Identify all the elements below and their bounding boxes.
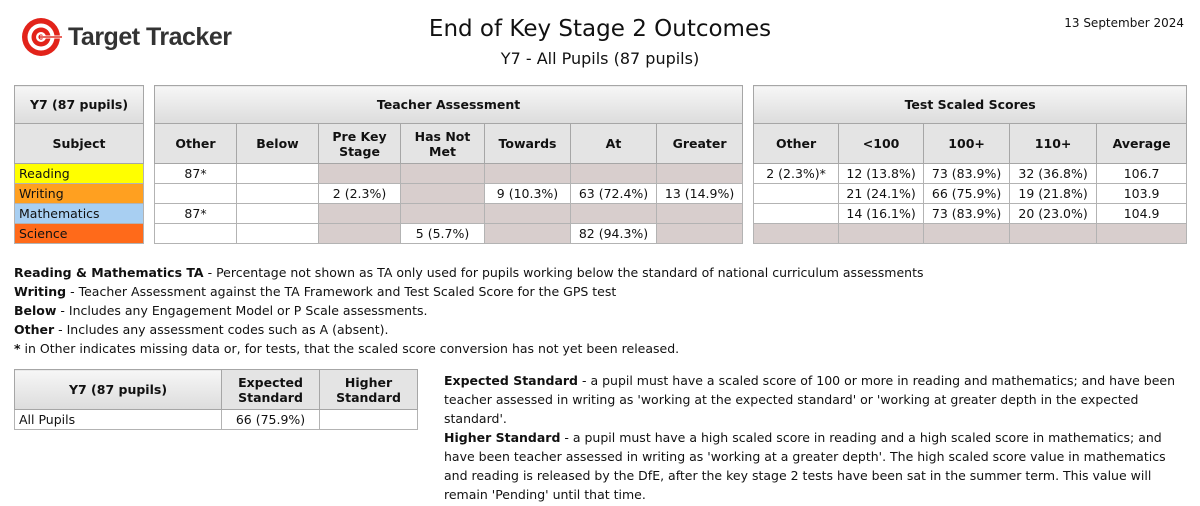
test-cell: 66 (75.9%) bbox=[924, 184, 1010, 204]
ta-cell bbox=[237, 184, 319, 204]
ta-cell bbox=[657, 224, 743, 244]
ta-cell bbox=[401, 164, 485, 184]
subject-cell: Writing bbox=[15, 184, 144, 204]
table-row bbox=[15, 410, 418, 430]
legend-line bbox=[14, 320, 924, 339]
legend-line bbox=[14, 339, 924, 358]
report-date: 13 September 2024 bbox=[1064, 16, 1184, 30]
test-col-average: Average bbox=[1097, 124, 1187, 164]
page-title: End of Key Stage 2 Outcomes bbox=[428, 16, 772, 42]
standards-col-expected: Expected Standard bbox=[222, 370, 320, 410]
spacer bbox=[743, 204, 754, 224]
test-cell: 14 (16.1%) bbox=[839, 204, 924, 224]
test-cell bbox=[754, 224, 839, 244]
legend-text: - Percentage not shown as TA only used for pupils working below the standard of national curriculum assessments bbox=[203, 265, 924, 280]
test-cell: 20 (23.0%) bbox=[1010, 204, 1097, 224]
ta-cell: 13 (14.9%) bbox=[657, 184, 743, 204]
test-col-below-100: <100 bbox=[839, 124, 924, 164]
ta-cell bbox=[485, 224, 571, 244]
ta-cell bbox=[319, 164, 401, 184]
note-text: - a pupil must have a high scaled score in reading and a high scaled score in mathematics; and have been teacher assessed in writing as 'working at a greater depth'. The high scaled score value in mathematics and reading is released by the DfE, after the key stage 2 tests have been sat in the summer term. This value will remain 'Pending' until that time. bbox=[444, 430, 1166, 502]
legend-text: - Includes any Engagement Model or P Scale assessments. bbox=[56, 303, 428, 318]
test-cell bbox=[1097, 224, 1187, 244]
table-row bbox=[15, 164, 1187, 184]
ta-col-other: Other bbox=[155, 124, 237, 164]
ta-col-has-not-met: Has Not Met bbox=[401, 124, 485, 164]
test-cell: 12 (13.8%) bbox=[839, 164, 924, 184]
page-subtitle: Y7 - All Pupils (87 pupils) bbox=[500, 49, 700, 68]
standards-table bbox=[14, 369, 418, 430]
legend-text: in Other indicates missing data or, for tests, that the scaled score conversion has not yet been released. bbox=[20, 341, 680, 356]
test-cell: 73 (83.9%) bbox=[924, 204, 1010, 224]
ta-cell bbox=[401, 184, 485, 204]
teacher-assessment-header: Teacher Assessment bbox=[155, 86, 743, 124]
ta-col-pre-key-stage: Pre Key Stage bbox=[319, 124, 401, 164]
test-cell: 32 (36.8%) bbox=[1010, 164, 1097, 184]
legend-line bbox=[14, 263, 924, 282]
standards-cell: 66 (75.9%) bbox=[222, 410, 320, 430]
table-row bbox=[15, 204, 1187, 224]
note-paragraph bbox=[444, 371, 1189, 428]
ta-cell bbox=[485, 164, 571, 184]
ta-cell bbox=[657, 164, 743, 184]
standards-group-label: Y7 (87 pupils) bbox=[15, 370, 222, 410]
ta-col-below: Below bbox=[237, 124, 319, 164]
test-cell bbox=[839, 224, 924, 244]
legend-term: Other bbox=[14, 322, 55, 337]
standards-cell bbox=[320, 410, 418, 430]
test-cell: 106.7 bbox=[1097, 164, 1187, 184]
ta-col-at: At bbox=[571, 124, 657, 164]
ta-cell: 5 (5.7%) bbox=[401, 224, 485, 244]
spacer bbox=[144, 224, 155, 244]
test-cell: 73 (83.9%) bbox=[924, 164, 1010, 184]
spacer bbox=[144, 164, 155, 184]
legend-text: - Includes any assessment codes such as A (absent). bbox=[54, 322, 389, 337]
ta-cell bbox=[571, 164, 657, 184]
note-term: Expected Standard bbox=[444, 373, 578, 388]
outcomes-group-label: Y7 (87 pupils) bbox=[15, 86, 144, 124]
target-icon bbox=[20, 16, 62, 58]
test-cell: 104.9 bbox=[1097, 204, 1187, 224]
test-cell: 103.9 bbox=[1097, 184, 1187, 204]
ta-cell bbox=[155, 224, 237, 244]
test-cell bbox=[924, 224, 1010, 244]
note-paragraph bbox=[444, 428, 1189, 504]
ta-cell: 9 (10.3%) bbox=[485, 184, 571, 204]
legend-term: * bbox=[14, 341, 21, 356]
test-cell bbox=[754, 184, 839, 204]
subject-cell: Science bbox=[15, 224, 144, 244]
ta-cell bbox=[237, 164, 319, 184]
test-cell: 21 (24.1%) bbox=[839, 184, 924, 204]
standards-col-higher: Higher Standard bbox=[320, 370, 418, 410]
note-text: - a pupil must have a scaled score of 100 or more in reading and mathematics; and have been teacher assessed in writing as 'working at the expected standard' or 'working at greater depth in the expected standard'. bbox=[444, 373, 1176, 426]
standards-row-label: All Pupils bbox=[15, 410, 222, 430]
ta-cell bbox=[571, 204, 657, 224]
ta-cell: 87* bbox=[155, 204, 237, 224]
subject-cell: Mathematics bbox=[15, 204, 144, 224]
test-cell: 19 (21.8%) bbox=[1010, 184, 1097, 204]
ta-cell: 63 (72.4%) bbox=[571, 184, 657, 204]
test-cell bbox=[1010, 224, 1097, 244]
legend bbox=[14, 263, 924, 358]
ta-cell bbox=[485, 204, 571, 224]
ta-cell bbox=[155, 184, 237, 204]
spacer bbox=[144, 184, 155, 204]
test-col-100-plus: 100+ bbox=[924, 124, 1010, 164]
legend-line bbox=[14, 282, 924, 301]
table-row bbox=[15, 184, 1187, 204]
spacer bbox=[743, 184, 754, 204]
subject-column-header: Subject bbox=[15, 124, 144, 164]
ta-cell bbox=[237, 224, 319, 244]
spacer bbox=[743, 164, 754, 184]
spacer bbox=[743, 224, 754, 244]
ta-cell bbox=[319, 224, 401, 244]
spacer bbox=[144, 204, 155, 224]
test-col-110-plus: 110+ bbox=[1010, 124, 1097, 164]
ta-cell: 87* bbox=[155, 164, 237, 184]
note-term: Higher Standard bbox=[444, 430, 561, 445]
legend-term: Reading & Mathematics TA bbox=[14, 265, 204, 280]
ta-cell bbox=[237, 204, 319, 224]
ta-col-towards: Towards bbox=[485, 124, 571, 164]
ta-cell bbox=[319, 204, 401, 224]
standards-notes bbox=[444, 371, 1189, 504]
test-scaled-scores-header: Test Scaled Scores bbox=[754, 86, 1187, 124]
table-row bbox=[15, 224, 1187, 244]
legend-term: Writing bbox=[14, 284, 67, 299]
test-cell bbox=[754, 204, 839, 224]
ta-col-greater: Greater bbox=[657, 124, 743, 164]
ta-cell bbox=[657, 204, 743, 224]
subject-cell: Reading bbox=[15, 164, 144, 184]
legend-text: - Teacher Assessment against the TA Framework and Test Scaled Score for the GPS test bbox=[66, 284, 617, 299]
outcomes-table bbox=[14, 85, 1187, 244]
ta-cell bbox=[401, 204, 485, 224]
legend-term: Below bbox=[14, 303, 57, 318]
ta-cell: 82 (94.3%) bbox=[571, 224, 657, 244]
legend-line bbox=[14, 301, 924, 320]
logo-text: Target Tracker bbox=[68, 22, 232, 51]
ta-cell: 2 (2.3%) bbox=[319, 184, 401, 204]
test-cell: 2 (2.3%)* bbox=[754, 164, 839, 184]
target-tracker-logo bbox=[20, 16, 231, 58]
test-col-other: Other bbox=[754, 124, 839, 164]
